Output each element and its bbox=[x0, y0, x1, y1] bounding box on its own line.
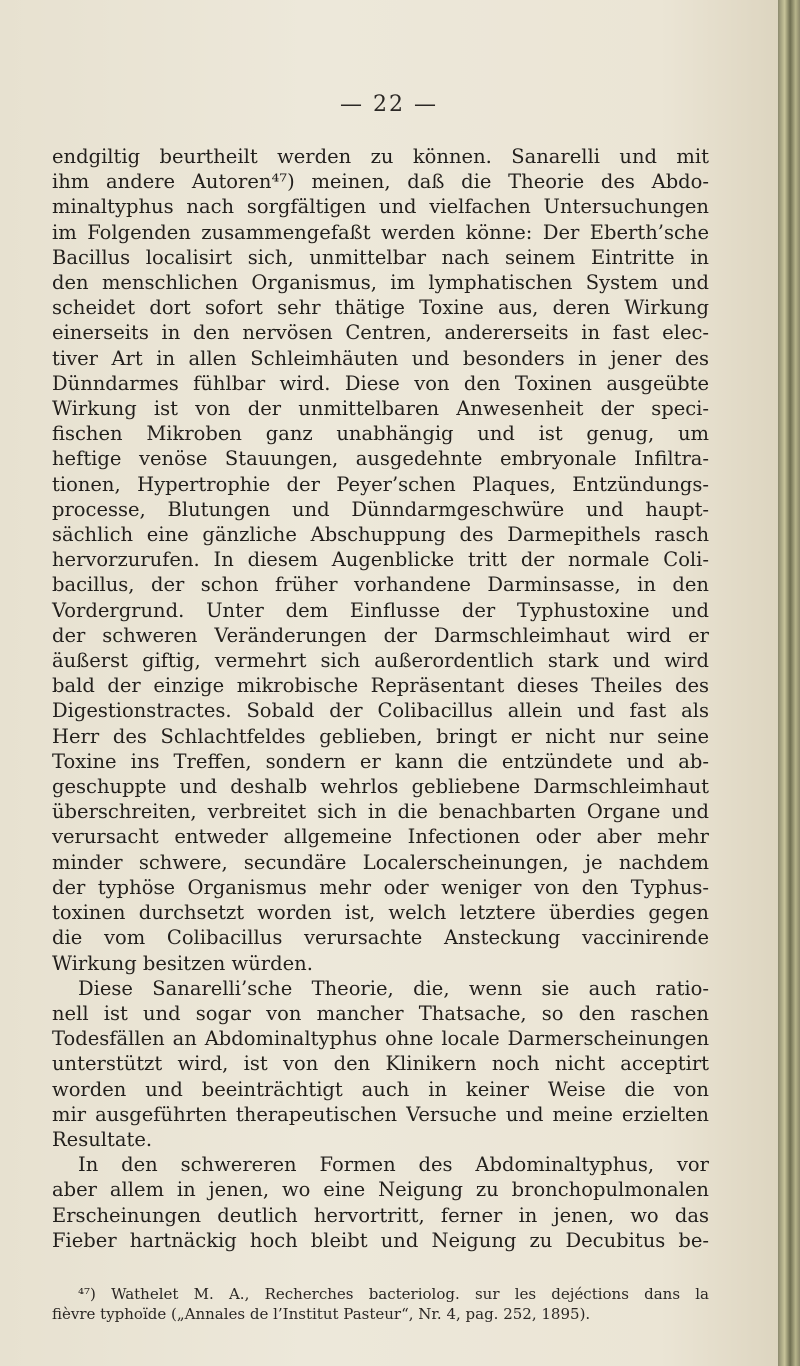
text-line: Fieber hartnäckig hoch bleibt und Neigung zu Decubitus be- bbox=[52, 1228, 709, 1252]
text-line: Diese Sanarelli’sche Theorie, die, wenn sie auch ratio- bbox=[78, 976, 709, 1000]
text-line: der typhöse Organismus mehr oder weniger von den Typhus- bbox=[52, 875, 709, 899]
text-line: nell ist und sogar von mancher Thatsache, so den raschen bbox=[52, 1001, 709, 1025]
text-line: Erscheinungen deutlich hervortritt, ferner in jenen, wo das bbox=[52, 1203, 709, 1227]
text-line: tiver Art in allen Schleimhäuten und besonders in jener des bbox=[52, 346, 709, 370]
text-line: mir ausgeführten therapeutischen Versuche und meine erzielten bbox=[52, 1102, 709, 1126]
text-line: processe, Blutungen und Dünndarmgeschwüre und haupt- bbox=[52, 497, 709, 521]
text-line: der schweren Veränderungen der Darmschleimhaut wird er bbox=[52, 623, 709, 647]
text-line: tionen, Hypertrophie der Peyer’schen Plaques, Entzündungs- bbox=[52, 472, 709, 496]
text-line: Herr des Schlachtfeldes geblieben, bringt er nicht nur seine bbox=[52, 724, 709, 748]
text-line: Bacillus localisirt sich, unmittelbar nach seinem Eintritte in bbox=[52, 245, 709, 269]
text-line: worden und beeinträchtigt auch in keiner Weise die von bbox=[52, 1077, 709, 1101]
text-line: Wirkung besitzen würden. bbox=[52, 951, 313, 975]
text-line: überschreiten, verbreitet sich in die benachbarten Organe und bbox=[52, 800, 709, 824]
text-line: hervorzurufen. In diesem Augenblicke tritt der normale Coli- bbox=[52, 548, 709, 572]
text-line: minder schwere, secundäre Localerscheinungen, je nachdem bbox=[52, 850, 709, 874]
text-line: minaltyphus nach sorgfältigen und vielfachen Untersuchungen bbox=[52, 195, 709, 219]
text-line: Todesfällen an Abdominaltyphus ohne locale Darmerscheinungen bbox=[52, 1027, 709, 1051]
text-line: Vordergrund. Unter dem Einflusse der Typhustoxine und bbox=[52, 598, 709, 622]
text-line: Resultate. bbox=[52, 1127, 153, 1151]
footnote bbox=[52, 1284, 709, 1324]
text-line: geschuppte und deshalb wehrlos gebliebene Darmschleimhaut bbox=[52, 775, 709, 799]
text-line: im Folgenden zusammengefaßt werden könne: Der Eberth’sche bbox=[52, 220, 709, 244]
text-line: Wirkung ist von der unmittelbaren Anwesenheit der speci- bbox=[52, 397, 709, 421]
text-line: die vom Colibacillus verursachte Ansteckung vaccinirende bbox=[52, 926, 709, 950]
text-line: den menschlichen Organismus, im lymphatischen System und bbox=[52, 271, 709, 295]
text-line: ihm andere Autoren⁴⁷) meinen, daß die Theorie des Abdo- bbox=[52, 170, 709, 194]
text-line: Dünndarmes fühlbar wird. Diese von den Toxinen ausgeübte bbox=[52, 371, 709, 395]
text-line: scheidet dort sofort sehr thätige Toxine aus, deren Wirkung bbox=[52, 296, 709, 320]
text-line: bald der einzige mikrobische Repräsentant dieses Theiles des bbox=[52, 674, 709, 698]
text-line: endgiltig beurtheilt werden zu können. Sanarelli und mit bbox=[52, 145, 709, 168]
text-line: sächlich eine gänzliche Abschuppung des Darmepithels rasch bbox=[52, 523, 709, 547]
text-line: Digestionstractes. Sobald der Colibacillus allein und fast als bbox=[52, 699, 709, 723]
text-line: In den schwereren Formen des Abdominaltyphus, vor bbox=[78, 1153, 709, 1177]
text-line: fischen Mikroben ganz unabhängig und ist genug, um bbox=[52, 422, 709, 446]
page-number: — 22 — bbox=[340, 92, 438, 117]
text-line: Toxine ins Treffen, sondern er kann die entzündete und ab- bbox=[52, 749, 709, 773]
text-line: unterstützt wird, ist von den Klinikern noch nicht acceptirt bbox=[52, 1052, 709, 1076]
text-line: äußerst giftig, vermehrt sich außerordentlich stark und wird bbox=[52, 649, 709, 673]
text-line: einerseits in den nervösen Centren, andererseits in fast elec- bbox=[52, 321, 709, 345]
text-line: toxinen durchsetzt worden ist, welch letztere überdies gegen bbox=[52, 901, 709, 925]
footnote-line: fièvre typhoïde („Annales de l’Institut Pasteur“, Nr. 4, pag. 252, 1895). bbox=[52, 1305, 591, 1323]
text-line: bacillus, der schon früher vorhandene Darminsasse, in den bbox=[52, 573, 709, 597]
body-text bbox=[52, 144, 709, 1253]
book-edge bbox=[778, 0, 800, 1366]
footnote-line: ⁴⁷) Wathelet M. A., Recherches bacteriolog. sur les dejéctions dans la bbox=[78, 1285, 709, 1303]
text-line: aber allem in jenen, wo eine Neigung zu bronchopulmonalen bbox=[52, 1178, 709, 1202]
text-line: verursacht entweder allgemeine Infectionen oder aber mehr bbox=[52, 825, 709, 849]
text-line: heftige venöse Stauungen, ausgedehnte embryonale Infiltra- bbox=[52, 447, 709, 471]
